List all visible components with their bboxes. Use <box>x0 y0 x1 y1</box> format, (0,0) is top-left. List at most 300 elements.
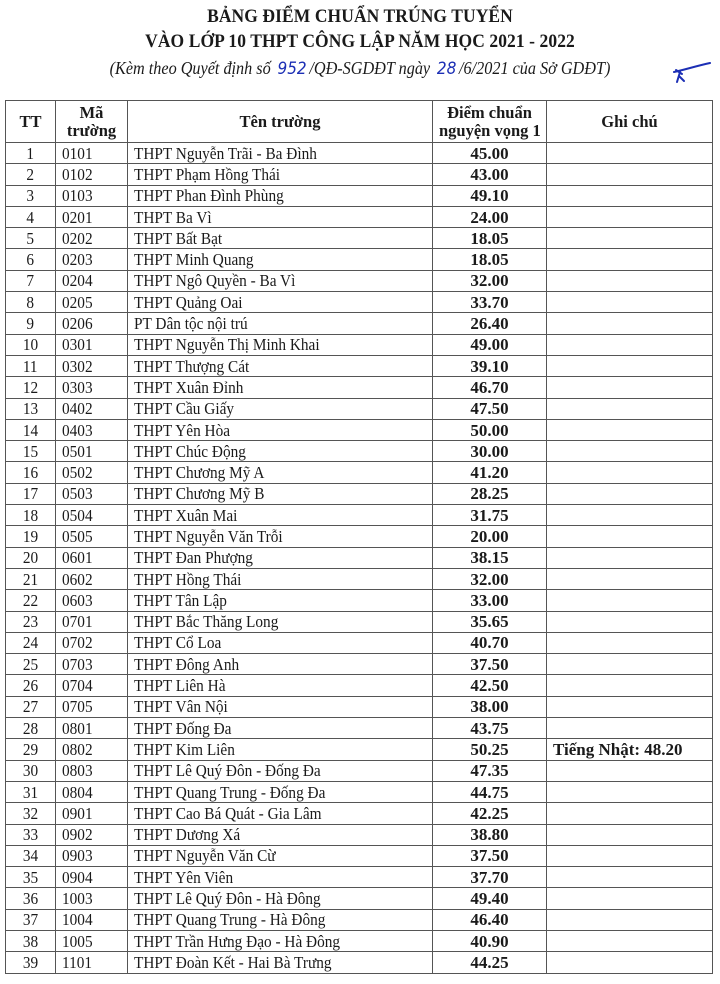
header-score <box>433 101 547 143</box>
row-school-name <box>128 355 433 376</box>
row-school-code <box>56 292 128 313</box>
row-school-name-text: THPT Phạm Hồng Thái <box>134 164 281 184</box>
row-score <box>433 313 547 334</box>
row-score-text: 38.00 <box>470 697 509 717</box>
row-score-text: 33.00 <box>470 590 509 610</box>
row-tt-text: 3 <box>26 186 35 206</box>
row-tt-text: 8 <box>26 292 35 312</box>
row-school-name-text: THPT Quang Trung - Hà Đông <box>134 910 326 930</box>
row-tt-text: 31 <box>22 782 39 802</box>
header-score-line2: nguyện vọng 1 <box>439 120 541 140</box>
row-school-code-text: 0705 <box>62 697 93 717</box>
row-note <box>547 930 713 951</box>
row-score <box>433 462 547 483</box>
row-note <box>547 952 713 973</box>
row-school-name <box>128 547 433 568</box>
table-row <box>6 930 713 951</box>
row-school-code <box>56 675 128 696</box>
row-tt-text: 14 <box>22 420 39 440</box>
row-school-code <box>56 377 128 398</box>
row-tt-text: 12 <box>22 377 39 397</box>
row-note-text: Tiếng Nhật: 48.20 <box>553 739 683 759</box>
row-tt-text: 27 <box>22 697 39 717</box>
table-row <box>6 952 713 973</box>
row-school-name-text: THPT Ba Vì <box>134 207 212 227</box>
row-tt <box>6 803 56 824</box>
row-school-code <box>56 355 128 376</box>
row-school-code <box>56 143 128 164</box>
row-score-text: 18.05 <box>470 228 509 248</box>
row-school-code-text: 0702 <box>62 633 93 653</box>
row-school-name <box>128 164 433 185</box>
row-school-name-text: THPT Đan Phượng <box>134 548 253 568</box>
table-row <box>6 590 713 611</box>
row-school-name-text: THPT Vân Nội <box>134 697 228 717</box>
row-note <box>547 419 713 440</box>
row-note <box>547 547 713 568</box>
row-tt <box>6 313 56 334</box>
row-school-name <box>128 824 433 845</box>
row-tt <box>6 654 56 675</box>
row-score <box>433 803 547 824</box>
admission-scores-table <box>5 100 713 974</box>
header-tt: TT <box>6 101 56 143</box>
row-tt <box>6 355 56 376</box>
row-tt <box>6 824 56 845</box>
table-row <box>6 632 713 653</box>
row-tt-text: 32 <box>22 803 39 823</box>
row-score <box>433 568 547 589</box>
row-score <box>433 419 547 440</box>
row-school-code <box>56 739 128 760</box>
row-tt <box>6 696 56 717</box>
row-tt-text: 18 <box>22 505 39 525</box>
row-school-code <box>56 718 128 739</box>
table-row <box>6 760 713 781</box>
handwritten-checkmark-icon <box>672 62 712 84</box>
row-school-name-text: THPT Nguyễn Thị Minh Khai <box>134 335 320 355</box>
row-tt-text: 21 <box>22 569 39 589</box>
row-score <box>433 867 547 888</box>
header-school-name: Tên trường <box>128 101 433 143</box>
row-school-code <box>56 547 128 568</box>
row-score <box>433 355 547 376</box>
row-score <box>433 739 547 760</box>
row-score <box>433 526 547 547</box>
row-school-code-text: 0203 <box>62 250 93 270</box>
table-row <box>6 718 713 739</box>
row-school-name <box>128 590 433 611</box>
row-school-code-text: 0602 <box>62 569 93 589</box>
row-school-name-text: THPT Ngô Quyền - Ba Vì <box>134 271 296 291</box>
row-note <box>547 909 713 930</box>
row-score-text: 49.00 <box>470 335 509 355</box>
row-tt <box>6 867 56 888</box>
row-tt-text: 23 <box>22 612 39 632</box>
row-tt-text: 4 <box>26 207 35 227</box>
row-tt <box>6 419 56 440</box>
row-school-code-text: 1004 <box>62 910 93 930</box>
table-row <box>6 781 713 802</box>
row-tt <box>6 547 56 568</box>
row-school-name-text: THPT Chúc Động <box>134 441 246 461</box>
row-tt <box>6 526 56 547</box>
row-score-text: 38.80 <box>470 825 509 845</box>
header-school-code-line1: Mã <box>79 102 104 122</box>
row-tt <box>6 590 56 611</box>
row-note <box>547 143 713 164</box>
table-row <box>6 143 713 164</box>
table-row <box>6 654 713 675</box>
row-score <box>433 377 547 398</box>
row-score <box>433 185 547 206</box>
row-school-code <box>56 824 128 845</box>
row-tt <box>6 228 56 249</box>
row-school-code <box>56 952 128 973</box>
row-school-code-text: 0403 <box>62 420 93 440</box>
table-row <box>6 547 713 568</box>
row-note <box>547 888 713 909</box>
row-school-code-text: 0503 <box>62 484 93 504</box>
row-school-name <box>128 441 433 462</box>
row-note <box>547 739 713 760</box>
row-school-name-text: PT Dân tộc nội trú <box>134 314 248 334</box>
row-score <box>433 952 547 973</box>
header-score-line1: Điểm chuẩn <box>447 102 532 122</box>
row-note <box>547 377 713 398</box>
row-school-name <box>128 654 433 675</box>
row-score-text: 33.70 <box>470 292 509 312</box>
row-school-code <box>56 526 128 547</box>
row-school-name <box>128 185 433 206</box>
row-school-code <box>56 632 128 653</box>
row-school-code <box>56 313 128 334</box>
row-tt-text: 30 <box>22 761 39 781</box>
row-tt-text: 6 <box>26 250 35 270</box>
row-score <box>433 292 547 313</box>
table-row <box>6 739 713 760</box>
table-row <box>6 675 713 696</box>
row-score <box>433 249 547 270</box>
row-score-text: 41.20 <box>470 463 509 483</box>
row-tt <box>6 739 56 760</box>
row-note <box>547 845 713 866</box>
row-school-code <box>56 185 128 206</box>
row-tt-text: 25 <box>22 654 39 674</box>
row-note <box>547 441 713 462</box>
row-school-code <box>56 249 128 270</box>
row-note <box>547 483 713 504</box>
row-school-code-text: 0204 <box>62 271 93 291</box>
row-score <box>433 845 547 866</box>
row-tt <box>6 270 56 291</box>
row-school-code-text: 0601 <box>62 548 93 568</box>
document-subtitle <box>36 58 684 79</box>
row-score <box>433 632 547 653</box>
row-school-code-text: 0502 <box>62 463 93 483</box>
row-note <box>547 292 713 313</box>
row-tt <box>6 334 56 355</box>
row-tt-text: 15 <box>22 441 39 461</box>
row-score-text: 49.40 <box>470 889 509 909</box>
row-note <box>547 185 713 206</box>
row-school-name <box>128 292 433 313</box>
row-note <box>547 249 713 270</box>
row-note <box>547 590 713 611</box>
row-score <box>433 909 547 930</box>
row-score-text: 44.75 <box>470 782 509 802</box>
row-tt-text: 39 <box>22 952 39 972</box>
row-school-name <box>128 952 433 973</box>
row-score <box>433 781 547 802</box>
row-score-text: 42.50 <box>470 676 509 696</box>
row-tt-text: 1 <box>26 143 35 163</box>
row-school-name <box>128 930 433 951</box>
row-score-text: 37.70 <box>470 867 509 887</box>
table-row <box>6 398 713 419</box>
row-school-name <box>128 888 433 909</box>
row-school-code-text: 0206 <box>62 314 93 334</box>
row-school-code <box>56 505 128 526</box>
row-school-name-text: THPT Lê Quý Đôn - Hà Đông <box>134 889 321 909</box>
row-score-text: 32.00 <box>470 569 509 589</box>
row-school-code <box>56 483 128 504</box>
row-school-name-text: THPT Liên Hà <box>134 676 226 696</box>
row-score-text: 39.10 <box>470 356 509 376</box>
row-school-name-text: THPT Đoàn Kết - Hai Bà Trưng <box>134 952 332 972</box>
row-school-code <box>56 696 128 717</box>
row-score-text: 28.25 <box>470 484 509 504</box>
table-row <box>6 441 713 462</box>
row-note <box>547 164 713 185</box>
row-school-code-text: 1005 <box>62 931 93 951</box>
row-school-name-text: THPT Trần Hưng Đạo - Hà Đông <box>134 931 341 951</box>
row-score <box>433 824 547 845</box>
row-school-name-text: THPT Nguyễn Văn Trỗi <box>134 526 283 546</box>
row-school-name-text: THPT Hồng Thái <box>134 569 242 589</box>
row-tt-text: 24 <box>22 633 39 653</box>
table-row <box>6 696 713 717</box>
row-school-name <box>128 377 433 398</box>
row-tt <box>6 632 56 653</box>
row-note <box>547 526 713 547</box>
row-school-code <box>56 462 128 483</box>
row-school-code-text: 0504 <box>62 505 93 525</box>
row-school-code <box>56 654 128 675</box>
row-tt-text: 16 <box>22 463 39 483</box>
table-row <box>6 505 713 526</box>
row-score <box>433 760 547 781</box>
row-school-code-text: 0303 <box>62 377 93 397</box>
row-score <box>433 270 547 291</box>
row-school-name-text: THPT Chương Mỹ A <box>134 463 265 483</box>
row-school-code <box>56 867 128 888</box>
row-tt <box>6 675 56 696</box>
row-score-text: 50.00 <box>470 420 509 440</box>
row-score-text: 45.00 <box>470 143 509 163</box>
row-score <box>433 483 547 504</box>
table-row <box>6 355 713 376</box>
row-score-text: 37.50 <box>470 846 509 866</box>
row-score-text: 47.50 <box>470 399 509 419</box>
row-tt <box>6 568 56 589</box>
row-school-name-text: THPT Bắc Thăng Long <box>134 612 279 632</box>
row-tt-text: 10 <box>22 335 39 355</box>
row-school-code-text: 0301 <box>62 335 93 355</box>
row-score-text: 50.25 <box>470 739 509 759</box>
row-tt <box>6 164 56 185</box>
row-score-text: 46.40 <box>470 910 509 930</box>
table-row <box>6 334 713 355</box>
row-note <box>547 675 713 696</box>
row-score <box>433 334 547 355</box>
row-school-code-text: 0205 <box>62 292 93 312</box>
row-note <box>547 654 713 675</box>
row-school-name-text: THPT Quang Trung - Đống Đa <box>134 782 326 802</box>
row-score <box>433 888 547 909</box>
row-school-name <box>128 270 433 291</box>
row-school-code <box>56 568 128 589</box>
table-row <box>6 824 713 845</box>
row-score <box>433 143 547 164</box>
row-note <box>547 270 713 291</box>
row-tt-text: 36 <box>22 889 39 909</box>
table-row <box>6 568 713 589</box>
row-tt <box>6 909 56 930</box>
row-school-code-text: 1003 <box>62 889 93 909</box>
row-school-name <box>128 675 433 696</box>
row-school-code-text: 0901 <box>62 803 93 823</box>
row-school-name <box>128 632 433 653</box>
row-score-text: 37.50 <box>470 654 509 674</box>
row-school-code <box>56 760 128 781</box>
row-score <box>433 675 547 696</box>
row-note <box>547 760 713 781</box>
row-school-name <box>128 206 433 227</box>
row-school-name <box>128 803 433 824</box>
row-note <box>547 462 713 483</box>
table-row <box>6 228 713 249</box>
row-school-code-text: 0103 <box>62 186 93 206</box>
row-note <box>547 781 713 802</box>
row-score-text: 44.25 <box>470 952 509 972</box>
row-school-name <box>128 419 433 440</box>
row-score <box>433 547 547 568</box>
row-note <box>547 505 713 526</box>
row-school-code-text: 0802 <box>62 739 93 759</box>
row-school-code-text: 0505 <box>62 526 93 546</box>
row-note <box>547 334 713 355</box>
row-school-name-text: THPT Cầu Giấy <box>134 399 235 419</box>
row-school-name <box>128 398 433 419</box>
row-tt-text: 5 <box>26 228 35 248</box>
row-school-name <box>128 909 433 930</box>
row-note <box>547 718 713 739</box>
row-school-code <box>56 909 128 930</box>
row-tt-text: 38 <box>22 931 39 951</box>
row-tt <box>6 611 56 632</box>
row-school-name-text: THPT Đông Anh <box>134 654 240 674</box>
row-tt-text: 9 <box>26 314 35 334</box>
row-school-name-text: THPT Thượng Cát <box>134 356 250 376</box>
row-school-name <box>128 249 433 270</box>
row-school-code-text: 0902 <box>62 825 93 845</box>
row-school-name-text: THPT Xuân Đỉnh <box>134 377 244 397</box>
row-school-code <box>56 334 128 355</box>
row-tt <box>6 760 56 781</box>
row-school-name-text: THPT Bất Bạt <box>134 228 223 248</box>
row-school-name <box>128 781 433 802</box>
header-note: Ghi chú <box>547 101 713 143</box>
row-school-code-text: 0603 <box>62 590 93 610</box>
row-tt <box>6 206 56 227</box>
row-school-name <box>128 845 433 866</box>
row-school-code-text: 0804 <box>62 782 93 802</box>
row-tt-text: 2 <box>26 164 35 184</box>
row-score-text: 20.00 <box>470 526 509 546</box>
row-school-code-text: 0801 <box>62 718 93 738</box>
row-school-name-text: THPT Phan Đình Phùng <box>134 186 284 206</box>
row-note <box>547 228 713 249</box>
row-tt-text: 26 <box>22 676 39 696</box>
table-row <box>6 803 713 824</box>
row-tt <box>6 185 56 206</box>
row-tt <box>6 930 56 951</box>
row-school-code-text: 0501 <box>62 441 93 461</box>
row-school-code <box>56 398 128 419</box>
row-school-code <box>56 611 128 632</box>
row-school-name <box>128 696 433 717</box>
row-score-text: 35.65 <box>470 612 509 632</box>
table-row <box>6 483 713 504</box>
row-school-name <box>128 718 433 739</box>
row-tt <box>6 441 56 462</box>
decision-day-handwritten: 28 <box>436 59 457 79</box>
row-tt-text: 19 <box>22 526 39 546</box>
decision-number-handwritten: 952 <box>277 59 307 79</box>
row-school-name <box>128 462 433 483</box>
row-school-code-text: 0703 <box>62 654 93 674</box>
row-school-name-text: THPT Nguyễn Văn Cừ <box>134 846 276 866</box>
row-tt <box>6 952 56 973</box>
row-tt <box>6 249 56 270</box>
row-score <box>433 441 547 462</box>
row-tt-text: 34 <box>22 846 39 866</box>
row-tt-text: 28 <box>22 718 39 738</box>
row-school-code-text: 0202 <box>62 228 93 248</box>
row-school-code-text: 0102 <box>62 164 93 184</box>
row-school-name-text: THPT Đống Đa <box>134 718 232 738</box>
table-header-row <box>6 101 713 143</box>
row-tt-text: 29 <box>22 739 39 759</box>
row-tt <box>6 505 56 526</box>
row-school-name-text: THPT Lê Quý Đôn - Đống Đa <box>134 761 321 781</box>
row-note <box>547 803 713 824</box>
row-tt-text: 33 <box>22 825 39 845</box>
row-score-text: 26.40 <box>470 314 509 334</box>
table-row <box>6 888 713 909</box>
row-school-name-text: THPT Minh Quang <box>134 250 254 270</box>
header-school-code <box>56 101 128 143</box>
row-school-name-text: THPT Tân Lập <box>134 590 227 610</box>
row-school-code-text: 0201 <box>62 207 93 227</box>
row-note <box>547 824 713 845</box>
row-score-text: 18.05 <box>470 250 509 270</box>
row-tt <box>6 462 56 483</box>
row-tt <box>6 292 56 313</box>
row-tt-text: 37 <box>22 910 39 930</box>
row-tt <box>6 398 56 419</box>
